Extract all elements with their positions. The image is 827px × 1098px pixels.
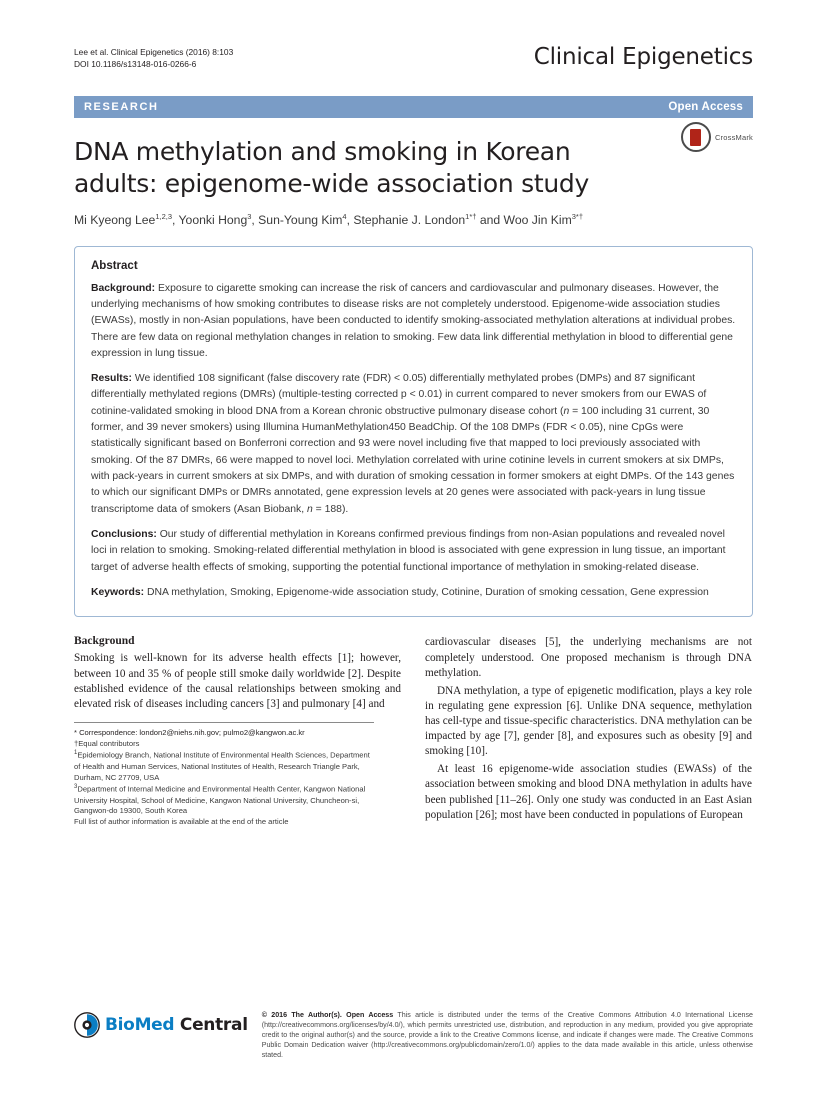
- biomed-central-mark-icon: [74, 1012, 100, 1038]
- column-right: [425, 635, 752, 828]
- title-row: [74, 132, 753, 199]
- logo-biomed-text: BioMed: [105, 1014, 175, 1035]
- crossmark-label: CrossMark: [714, 132, 753, 142]
- section-heading-background: Background: [74, 635, 135, 648]
- crossmark-badge[interactable]: [681, 122, 753, 152]
- footnote-block: [74, 722, 374, 828]
- open-access-label: Open Access: [668, 101, 743, 114]
- body-paragraph: Smoking is well-known for its adverse health effects [1]; however, between 10 and 35 % of people still smoke daily worldwide [2]. Despite established evidence of the causal relationships between smoking and elevated risk of diseases including cancers [3] and pulmonary [4] and: [74, 652, 401, 710]
- full-author-list-note: Full list of author information is available at the end of the article: [74, 817, 289, 827]
- affiliation-1: $^1$Epidemiology Branch, National Institute of Environmental Health Sciences, Department of Health and Human Services, National Institutes of Health, Research Triangle Park, Durham, NC 27709, USA: [74, 750, 370, 782]
- citation-line-1: Lee et al. Clinical Epigenetics (2016) 8:103: [74, 47, 234, 57]
- page-title: DNA methylation and smoking in Korean adults: epigenome-wide association study: [74, 137, 589, 198]
- body-paragraph: At least 16 epigenome-wide association studies (EWASs) of the association between smoking and blood DNA methylation in adults have been published [11–26]. Only one study was conducted in an East Asian population [26]; most have been conducted in populations of European: [425, 763, 752, 821]
- license-body: This article is distributed under the terms of the Creative Commons Attribution 4.0 International License (http://creativecommons.org/licenses/by/4.0/), which permits unrestricted use, distribution, and reproduction in any medium, provided you give appropriate credit to the original author(s) and the source, provide a link to the Creative Commons license, and indicate if changes were made. The Creative Commons Public Domain Dedication waiver (http://creativecommons.org/publicdomain/zero/1.0/) applies to the data made available in this article, unless otherwise stated.: [261, 1010, 753, 1059]
- equal-contributors-line: †Equal contributors: [74, 738, 140, 748]
- citation-block: [74, 42, 233, 70]
- crossmark-book-shape: [690, 129, 701, 146]
- license-open-access: Open Access: [341, 1010, 394, 1019]
- author-list: [74, 212, 753, 229]
- body-paragraph: cardiovascular diseases [5], the underlying mechanisms are not completely understood. One proposed mechanism is through DNA methylation.: [425, 636, 752, 679]
- abstract-background-text: Exposure to cigarette smoking can increase the risk of cancers and cardiovascular and pulmonary diseases. However, the underlying mechanisms of how smoking contributes to disease risks are not completely understood. Epigenome-wide association studies (EWASs), mostly in non-Asian populations, have been conducted to identify smoking-associated methylation alterations at individual probes. There are few data on regional methylation changes in relation to smoking. Few data link differential methylation in blood to differential gene expression in lung tissue.: [91, 282, 736, 359]
- abstract-results: [91, 371, 736, 518]
- abstract-background-label: Background:: [91, 282, 156, 294]
- abstract-keywords-text: DNA methylation, Smoking, Epigenome-wide association study, Cotinine, Duration of smoking cessation, Gene expression: [144, 587, 709, 599]
- crossmark-icon: [681, 122, 711, 152]
- abstract-background: [91, 281, 736, 363]
- author-line: Mi Kyeong Lee$^{1,2,3}$, Yoonki Hong$^3$, Sun-Young Kim$^4$, Stephanie J. London$^{1*\dagger}$ and Woo Jin Kim$^{3*\dagger}$: [74, 212, 583, 228]
- abstract-results-label: Results:: [91, 373, 132, 385]
- journal-title: Clinical Epigenetics: [533, 44, 753, 70]
- abstract-conclusions: [91, 527, 736, 576]
- abstract-conclusions-text: Our study of differential methylation in Koreans confirmed previous findings from non-Asian populations and revealed novel loci in relation to smoking. Smoking-related differential methylation in blood is associated with gene expression in lung tissue, an important target of adverse health effects of smoking, supporting the potential functional importance of methylation in smoking-related disease.: [91, 529, 726, 573]
- abstract-keywords: [91, 585, 736, 601]
- biomed-central-logo: [74, 1010, 248, 1038]
- affiliation-3: $^3$Department of Internal Medicine and Environmental Health Center, Kangwon National University Hospital, School of Medicine, Kangwon National University, Chuncheon-si, Gangwon-do 19300, South Korea: [74, 784, 366, 816]
- footer-block: [74, 1010, 753, 1060]
- research-open-access-bar: [74, 96, 753, 118]
- correspondence-line: * Correspondence: london2@niehs.nih.gov; pulmo2@kangwon.ac.kr: [74, 727, 305, 737]
- citation-line-2: DOI 10.1186/s13148-016-0266-6: [74, 59, 197, 70]
- abstract-conclusions-label: Conclusions:: [91, 529, 157, 541]
- logo-central-text: Central: [174, 1014, 248, 1035]
- abstract-heading: Abstract: [91, 259, 138, 272]
- research-label: RESEARCH: [84, 101, 159, 114]
- license-copyright: © 2016 The Author(s).: [261, 1010, 342, 1019]
- column-left: [74, 635, 401, 828]
- page-header: [74, 42, 753, 70]
- body-paragraph: DNA methylation, a type of epigenetic modification, plays a key role in regulating gene expression [6]. Unlike DNA sequence, methylation has cell-type and tissue-specific characteristics. DNA methylation can be impacted by age [7], gender [8], and exposures such as obesity [9] and smoking [10].: [425, 684, 752, 758]
- biomed-central-wordmark: [105, 1015, 248, 1035]
- license-text-block: [262, 1010, 753, 1060]
- abstract-keywords-label: Keywords:: [91, 587, 145, 599]
- abstract-box: [74, 246, 753, 618]
- body-columns: [74, 635, 753, 828]
- abstract-results-text: We identified 108 significant (false discovery rate (FDR) < 0.05) differentially methylated probes (DMPs) and 87 significant differentially methylated regions (DMRs) (multiple-testing corrected p < 0.01) in current compared to never smokers from our EWAS of cotinine-validated smoking in blood DNA from a Korean chronic obstructive pulmonary disease cohort (n = 100 including 31 current, 30 former, and 39 never smokers) using Illumina HumanMethylation450 BeadChip. Of the 108 DMPs (FDR < 0.05), nine CpGs were statistically significant based on Bonferroni correction and 93 were novel including five that mapped to loci previously associated with smoking. Of the 87 DMRs, 66 were mapped to novel loci. Methylation correlated with urine cotinine levels in current smokers at six DMPs, with pack-years in current smokers at six DMPs, and with duration of smoking cessation in former smokers at eight DMPs. Of the 143 genes to which our significant DMPs or DMRs annotated, gene expression levels at 20 genes were associated with pack-years in lung tissue transcriptome data of smokers (Asan Biobank, n = 188).: [91, 373, 735, 515]
